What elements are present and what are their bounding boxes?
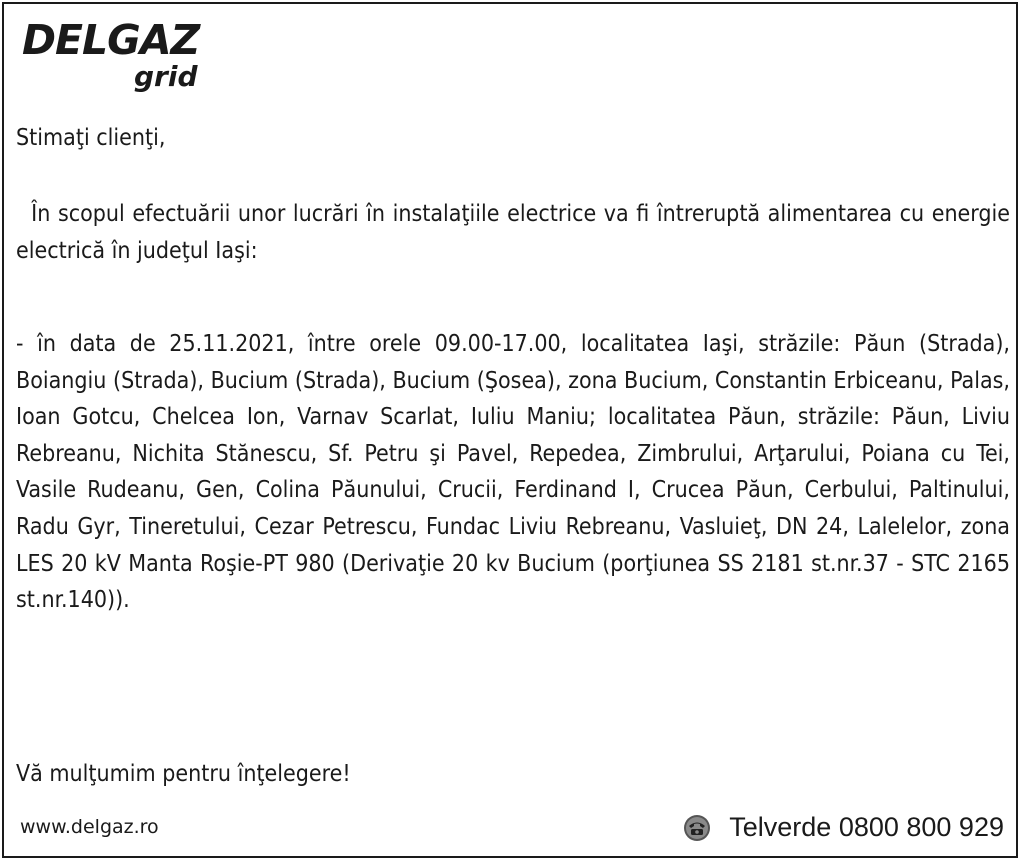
logo-sub-text: grid [134, 60, 198, 93]
greeting: Stimaţi clienţi, [16, 125, 166, 151]
outage-details: - în data de 25.11.2021, între orele 09.00-17.00, localitatea Iaşi, străzile: Păun (Strada), Boiangiu (Strada), Bucium (Strada), Bucium (Şosea), zona Bucium, Constantin Erbiceanu, Palas, Ioan Gotcu, Chelcea Ion, Varnav Scarlat, Iuliu Maniu; localitatea Păun, străzile: Păun, Liviu Rebreanu, Nichita Stănescu, Sf. Petru şi Pavel, Repedea, Zimbrului, Arţarului, Poiana cu Tei, Vasile Rudeanu, Gen, Colina Păunului, Crucii, Ferdinand I, Crucea Păun, Cerbului, Paltinului, Radu Gyr, Tineretului, Cezar Petrescu, Fundac Liviu Rebreanu, Vasluieţ, DN 24, Lalelelor, zona LES 20 kV Manta Roşie-PT 980 (Derivaţie 20 kv Bucium (porţiunea SS 2181 st.nr.37 - STC 2165 st.nr.140)). [16, 331, 1010, 614]
website-link[interactable]: www.delgaz.ro [20, 816, 159, 838]
phone-contact [683, 812, 1004, 843]
intro-text: În scopul efectuării unor lucrări în instalaţiile electrice va fi întreruptă alimentarea cu energie electrică în judeţul Iaşi: [16, 201, 1011, 264]
thanks-message: Vă mulţumim pentru înţelegere! [16, 761, 351, 787]
delgaz-grid-logo [22, 16, 222, 96]
telephone-icon [683, 814, 711, 842]
phone-number: Telverde 0800 800 929 [729, 812, 1004, 842]
logo-brand-text: DELGAZ [22, 16, 200, 64]
intro-paragraph [16, 196, 1010, 269]
